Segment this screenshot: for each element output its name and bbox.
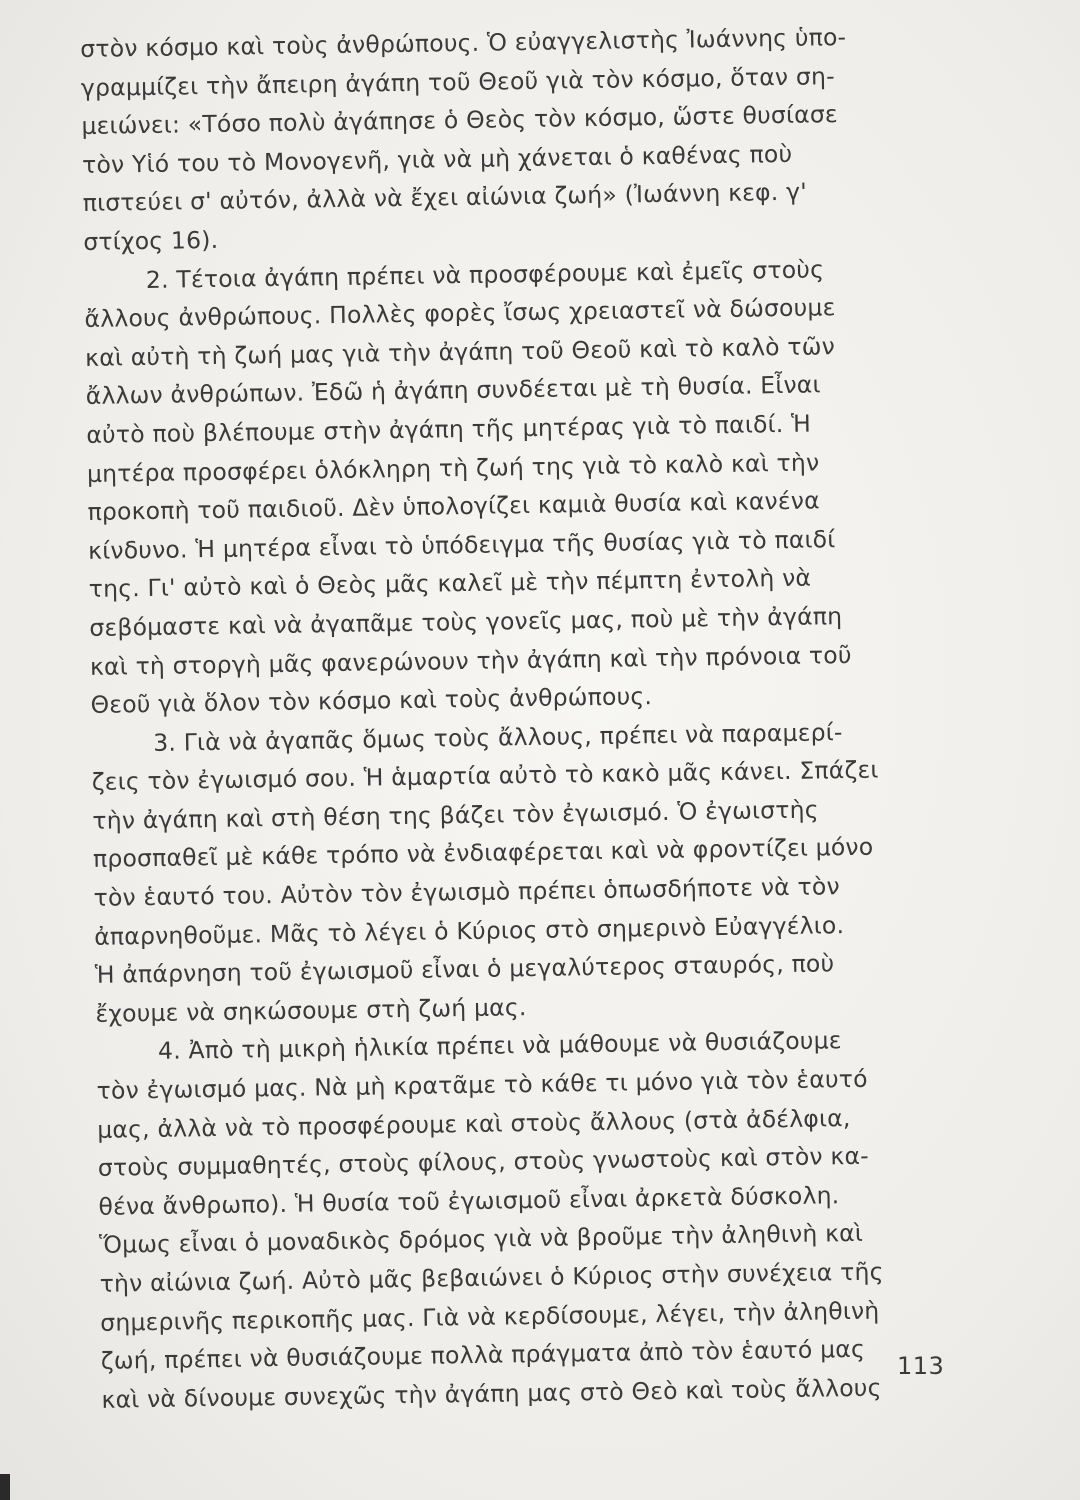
- text-line: ἔχουμε νὰ σηκώσουμε στὴ ζωή μας.: [95, 992, 527, 1028]
- paragraph-4-start: 4. Ἀπὸ τὴ μικρὴ ἡλικία πρέπει νὰ μάθουμε νὰ θυσιάζουμε: [157, 1026, 842, 1066]
- text-line: πιστεύει σ' αὐτόν, ἀλλὰ νὰ ἔχει αἰώνια ζωή» (Ἰωάννη κεφ. γ': [82, 177, 808, 218]
- text-line: της. Γι' αὐτὸ καὶ ὁ Θεὸς μᾶς καλεῖ μὲ τὴν πέμπτη ἐντολὴ νὰ: [88, 563, 812, 604]
- text-line: στίχος 16).: [83, 225, 219, 256]
- paragraph-3-start: 3. Γιὰ νὰ ἀγαπᾶς ὅμως τοὺς ἄλλους, πρέπει νὰ παραμερί-: [152, 717, 843, 757]
- text-line: γραμμίζει τὴν ἄπειρη ἀγάπη τοῦ Θεοῦ γιὰ τὸν κόσμο, ὅταν ση-: [80, 61, 835, 102]
- text-line: Θεοῦ γιὰ ὅλον τὸν κόσμο καὶ τοὺς ἀνθρώπους.: [90, 682, 653, 720]
- text-line: μητέρα προσφέρει ὁλόκληρη τὴ ζωή της γιὰ τὸ καλὸ καὶ τὴν: [86, 447, 820, 488]
- text-line: ἄλλων ἀνθρώπων. Ἐδῶ ἡ ἀγάπη συνδέεται μὲ τὴ θυσία. Εἶναι: [85, 370, 821, 411]
- text-line: τὸν ἑαυτό του. Αὐτὸν τὸν ἐγωισμὸ πρέπει ὁπωσδήποτε νὰ τὸν: [93, 872, 840, 912]
- text-line: ἀπαρνηθοῦμε. Μᾶς τὸ λέγει ὁ Κύριος στὸ σημερινὸ Εὐαγγέλιο.: [94, 910, 845, 951]
- text-line: ζωή, πρέπει νὰ θυσιάζουμε πολλὰ πράγματα ἀπὸ τὸν ἑαυτό μας: [100, 1335, 866, 1376]
- scan-edge-shadow: [0, 1474, 10, 1500]
- text-line: σεβόμαστε καὶ νὰ ἀγαπᾶμε τοὺς γονεῖς μας, ποὺ μὲ τὴν ἀγάπη: [89, 602, 843, 642]
- paragraph-2-start: 2. Τέτοια ἀγάπη πρέπει νὰ προσφέρουμε καὶ ἐμεῖς στοὺς: [145, 254, 825, 294]
- body-text: [80, 16, 962, 1419]
- text-line: κίνδυνο. Ἡ μητέρα εἶναι τὸ ὑπόδειγμα τῆς θυσίας γιὰ τὸ παιδί: [87, 524, 836, 565]
- text-line: στὸν κόσμο καὶ τοὺς ἀνθρώπους. Ὁ εὐαγγελιστὴς Ἰωάννης ὑπο-: [80, 22, 847, 63]
- text-line: σημερινῆς περικοπῆς μας. Γιὰ νὰ κερδίσουμε, λέγει, τὴν ἀληθινὴ: [100, 1296, 880, 1337]
- text-line: προκοπὴ τοῦ παιδιοῦ. Δὲν ὑπολογίζει καμιὰ θυσία καὶ κανένα: [87, 486, 821, 527]
- text-line: θένα ἄνθρωπο). Ἡ θυσία τοῦ ἐγωισμοῦ εἶναι ἀρκετὰ δύσκολη.: [98, 1181, 840, 1221]
- text-line: Ὅμως εἶναι ὁ μοναδικὸς δρόμος γιὰ νὰ βροῦμε τὴν ἀληθινὴ καὶ: [98, 1219, 864, 1260]
- text-line: μειώνει: «Τόσο πολὺ ἀγάπησε ὁ Θεὸς τὸν κόσμο, ὥστε θυσίασε: [81, 100, 839, 141]
- text-line: ἄλλους ἀνθρώπους. Πολλὲς φορὲς ἴσως χρειαστεῖ νὰ δώσουμε: [84, 293, 836, 334]
- page-number: 113: [897, 1352, 945, 1380]
- text-line: Ἡ ἀπάρνηση τοῦ ἐγωισμοῦ εἶναι ὁ μεγαλύτερος σταυρός, ποὺ: [94, 949, 835, 990]
- text-line: προσπαθεῖ μὲ κάθε τρόπο νὰ ἐνδιαφέρεται καὶ νὰ φροντίζει μόνο: [92, 833, 874, 874]
- text-line: τὸν Υἱό του τὸ Μονογενῆ, γιὰ νὰ μὴ χάνεται ὁ καθένας ποὺ: [81, 139, 793, 179]
- text-line: καὶ νὰ δίνουμε συνεχῶς τὴν ἀγάπη μας στὸ Θεὸ καὶ τοὺς ἄλλους: [101, 1373, 882, 1414]
- text-line: αὐτὸ ποὺ βλέπουμε στὴν ἀγάπη τῆς μητέρας γιὰ τὸ παιδί. Ἡ: [86, 409, 812, 449]
- text-line: τὴν ἀγάπη καὶ στὴ θέση της βάζει τὸν ἐγωισμό. Ὁ ἐγωιστὴς: [92, 795, 819, 835]
- text-line: τὴν αἰώνια ζωή. Αὐτὸ μᾶς βεβαιώνει ὁ Κύριος στὴν συνέχεια τῆς: [99, 1257, 884, 1298]
- text-line: ζεις τὸν ἐγωισμό σου. Ἡ ἁμαρτία αὐτὸ τὸ κακὸ μᾶς κάνει. Σπάζει: [91, 755, 879, 797]
- text-line: καὶ τὴ στοργὴ μᾶς φανερώνουν τὴν ἀγάπη καὶ τὴν πρόνοια τοῦ: [89, 640, 852, 681]
- text-line: μας, ἀλλὰ νὰ τὸ προσφέρουμε καὶ στοὺς ἄλλους (στὰ ἀδέλφια,: [97, 1103, 851, 1144]
- text-line: καὶ αὐτὴ τὴ ζωή μας γιὰ τὴν ἀγάπη τοῦ Θεοῦ καὶ τὸ καλὸ τῶν: [84, 331, 836, 372]
- text-line: τὸν ἐγωισμό μας. Νὰ μὴ κρατᾶμε τὸ κάθε τι μόνο γιὰ τὸν ἑαυτό: [96, 1064, 868, 1105]
- text-line: στοὺς συμμαθητές, στοὺς φίλους, στοὺς γνωστοὺς καὶ στὸν κα-: [97, 1141, 870, 1183]
